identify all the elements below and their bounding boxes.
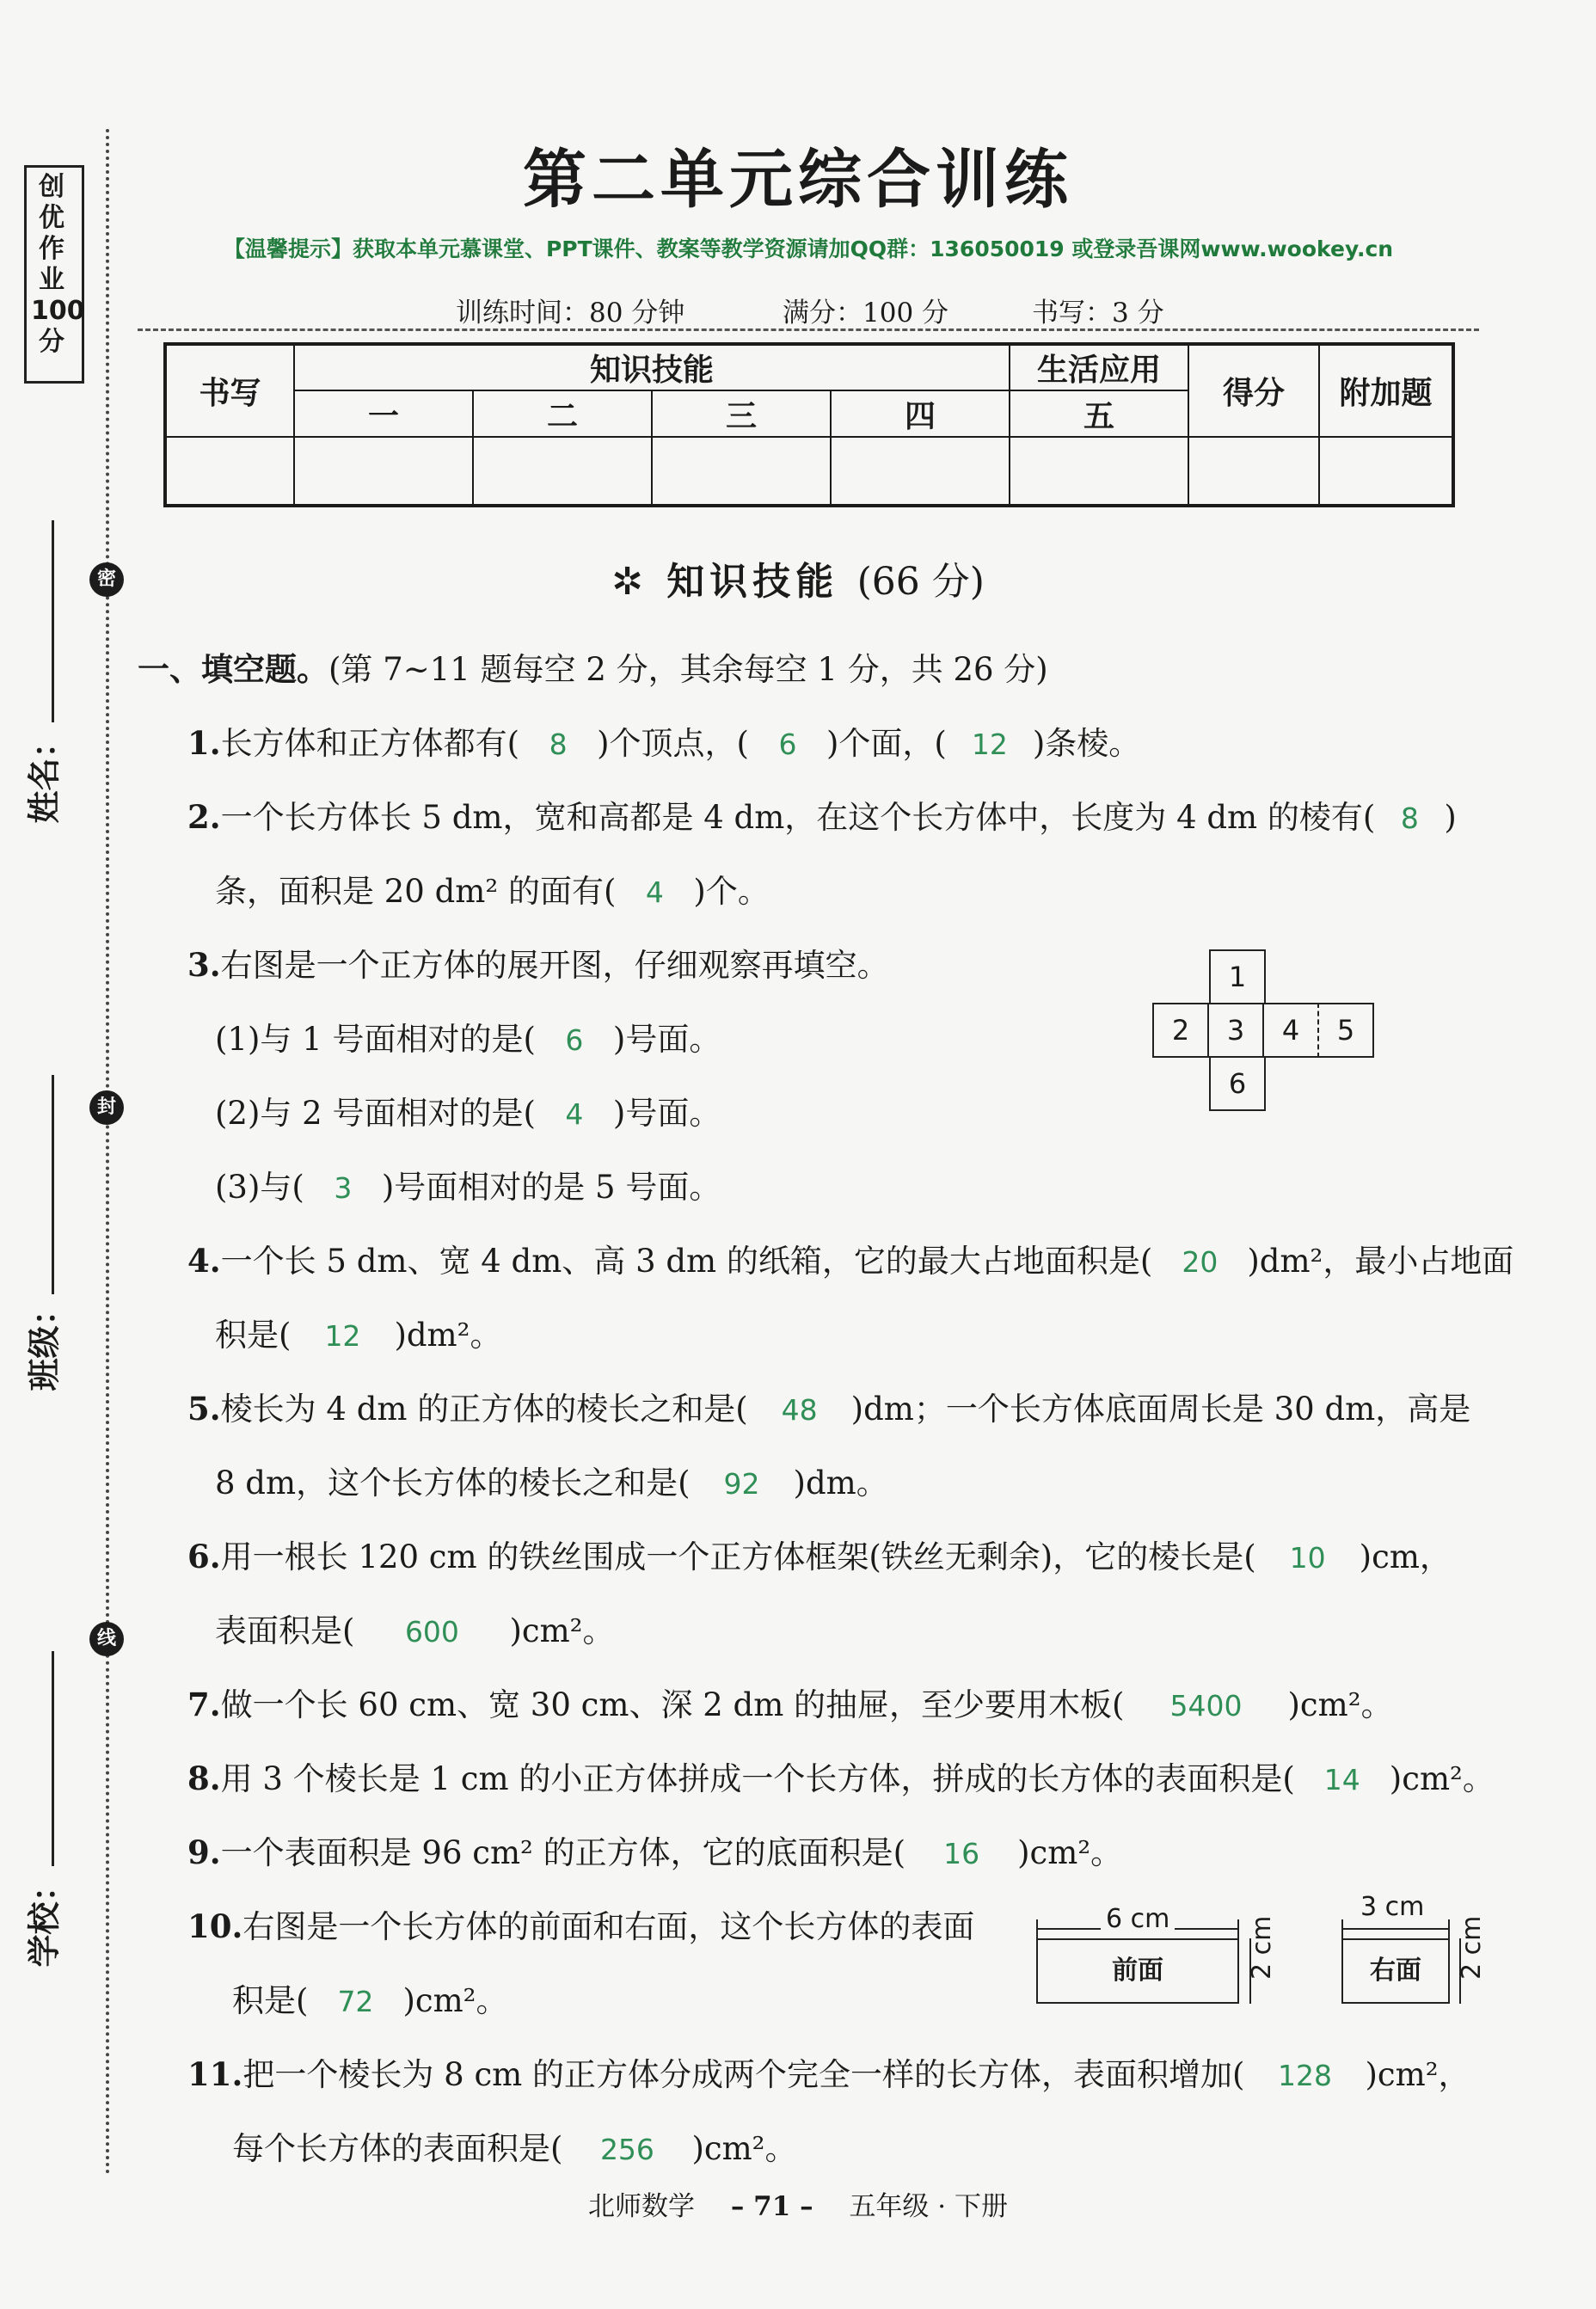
q4-answer-2[interactable]: 12 [324, 1319, 361, 1353]
class-write-line [52, 1075, 54, 1294]
question-3-sub3 [215, 1161, 721, 1207]
q5-number: 5. [187, 1390, 221, 1428]
table-col-1: 一 [294, 390, 473, 437]
net-face-6: 6 [1209, 1056, 1266, 1111]
score-table [163, 342, 1455, 507]
q1-answer-2[interactable]: 6 [778, 728, 797, 761]
question-3-sub1 [215, 1013, 721, 1059]
q7-text: )cm²。 [1287, 1686, 1393, 1723]
net-face-1: 1 [1209, 949, 1266, 1004]
part1-label: 一、填空题。 [138, 650, 328, 688]
table-col-3: 三 [652, 390, 831, 437]
school-label: 学校： [25, 1869, 64, 1968]
q9-number: 9. [187, 1833, 221, 1871]
part1-heading [138, 643, 1048, 690]
question-10-cont [232, 1974, 508, 2021]
page-title: 第二单元综合训练 [523, 143, 1073, 217]
footer-subject: 北师数学 [587, 2191, 695, 2222]
q2-text: 条，面积是 20 dm² 的面有( [215, 873, 617, 910]
seal-xian: 线 [89, 1622, 124, 1656]
flower-icon: ✲ [611, 560, 648, 604]
q1-answer-3[interactable]: 12 [971, 728, 1008, 761]
right-face [1341, 1938, 1450, 2004]
q2-text: ) [1444, 799, 1457, 836]
score-cell-total[interactable] [1188, 437, 1319, 506]
score-cell-2[interactable] [473, 437, 652, 506]
score-cell-4[interactable] [831, 437, 1010, 506]
name-label: 姓名： [25, 725, 64, 824]
question-2-cont [215, 865, 770, 912]
q11-text: )cm²， [1365, 2056, 1470, 2093]
q11-answer-2[interactable]: 256 [599, 2133, 654, 2166]
q11-number: 11. [187, 2055, 243, 2093]
q2-number: 2. [187, 798, 221, 836]
score-cell-writing[interactable] [165, 437, 294, 506]
table-score-header: 得分 [1188, 344, 1319, 437]
score-cell-3[interactable] [652, 437, 831, 506]
q7-number: 7. [187, 1686, 221, 1723]
q4-text: )dm²。 [394, 1317, 502, 1354]
writing-score: 书写：3 分 [1032, 298, 1164, 329]
page-number: – 71 – [730, 2191, 813, 2222]
q2-answer-2[interactable]: 4 [645, 875, 664, 909]
question-2 [187, 791, 1457, 838]
table-knowledge-header: 知识技能 [294, 344, 1010, 390]
q4-answer-1[interactable]: 20 [1182, 1245, 1218, 1279]
brand-text: 创优作业100分 [31, 172, 85, 357]
seal-feng: 封 [89, 1090, 124, 1125]
page-footer [0, 2184, 1596, 2223]
q10-text: )cm²。 [402, 1982, 508, 2019]
table-col-2: 二 [473, 390, 652, 437]
binding-dotted-line [106, 129, 109, 2176]
score-cell-5[interactable] [1010, 437, 1188, 506]
question-3-sub2 [215, 1087, 721, 1133]
q8-text: )cm²。 [1389, 1760, 1495, 1797]
question-5-cont [215, 1457, 888, 1503]
q6-text: )cm， [1359, 1538, 1452, 1575]
q4-text: 一个长 5 dm、宽 4 dm、高 3 dm 的纸箱，它的最大占地面积是( [220, 1243, 1153, 1280]
q9-text: )cm²。 [1017, 1834, 1123, 1871]
table-col-5: 五 [1010, 390, 1188, 437]
front-height-label: 2 cm [1247, 1915, 1277, 1980]
q6-text: 用一根长 120 cm 的铁丝围成一个正方体框架(铁丝无剩余)，它的棱长是( [220, 1538, 1256, 1575]
q9-answer-1[interactable]: 16 [943, 1837, 980, 1870]
q1-number: 1. [187, 724, 221, 762]
question-4-cont [215, 1309, 501, 1355]
footer-grade: 五年级 · 下册 [849, 2191, 1008, 2222]
q6-answer-2[interactable]: 600 [404, 1615, 459, 1649]
net-face-2: 2 [1152, 1003, 1209, 1058]
q7-text: 做一个长 60 cm、宽 30 cm、深 2 dm 的抽屉，至少要用木板( [220, 1686, 1125, 1723]
q5-text: )dm；一个长方体底面周长是 30 dm，高是 [850, 1391, 1471, 1428]
q2-text: )个。 [693, 873, 770, 910]
q3-text: (3)与( [215, 1169, 304, 1206]
q4-text: 积是( [215, 1317, 292, 1354]
question-6-cont [215, 1605, 615, 1651]
q3-text: )号面相对的是 5 号面。 [381, 1169, 721, 1206]
question-4 [187, 1235, 1513, 1281]
question-7 [187, 1679, 1393, 1725]
section-points: (66 分) [856, 560, 985, 604]
table-bonus-header: 附加题 [1319, 344, 1453, 437]
q2-text: 一个长方体长 5 dm，宽和高都是 4 dm，在这个长方体中，长度为 4 dm 的棱有( [220, 799, 1376, 836]
front-face [1036, 1938, 1239, 2004]
q1-answer-1[interactable]: 8 [549, 728, 568, 761]
q5-text: )dm。 [793, 1465, 888, 1501]
question-11-cont [232, 2122, 797, 2169]
table-writing-header: 书写 [165, 344, 294, 437]
school-write-line [52, 1651, 54, 1866]
q10-text: 右图是一个长方体的前面和右面，这个长方体的表面 [242, 1908, 975, 1945]
front-length-label: 6 cm [1101, 1904, 1175, 1934]
q3-answer-2[interactable]: 4 [565, 1097, 584, 1131]
q2-answer-1[interactable]: 8 [1400, 801, 1419, 835]
q11-text: )cm²。 [691, 2130, 797, 2167]
q3-text: 右图是一个正方体的展开图，仔细观察再填空。 [220, 947, 889, 984]
right-length-label: 3 cm [1357, 1892, 1427, 1922]
q5-text: 棱长为 4 dm 的正方体的棱长之和是( [220, 1391, 748, 1428]
q8-answer-1[interactable]: 14 [1323, 1763, 1360, 1796]
question-9 [187, 1827, 1122, 1873]
section-title: 知识技能 [666, 560, 839, 604]
q3-text: (2)与 2 号面相对的是( [215, 1095, 536, 1132]
q1-text: )个顶点，( [597, 725, 749, 762]
q4-text: )dm²，最小占地面 [1247, 1243, 1514, 1280]
q1-text: 长方体和正方体都有( [220, 725, 520, 762]
q4-number: 4. [187, 1242, 221, 1280]
question-5 [187, 1383, 1470, 1429]
q11-text: 每个长方体的表面积是( [232, 2130, 563, 2167]
q3-text: (1)与 1 号面相对的是( [215, 1021, 536, 1058]
question-3 [187, 939, 889, 986]
header-divider [138, 329, 1479, 331]
q3-text: )号面。 [612, 1021, 721, 1058]
question-10 [187, 1901, 974, 1947]
right-face-label: 右面 [1370, 1956, 1421, 1986]
net-face-3: 3 [1207, 1003, 1264, 1058]
q6-text: 表面积是( [215, 1612, 355, 1649]
q10-text: 积是( [232, 1982, 309, 2019]
question-11 [187, 2048, 1470, 2095]
score-cell-1[interactable] [294, 437, 473, 506]
net-face-5: 5 [1317, 1003, 1374, 1058]
q11-answer-1[interactable]: 128 [1277, 2059, 1332, 2092]
net-face-4: 4 [1262, 1003, 1319, 1058]
question-6 [187, 1531, 1452, 1577]
full-score: 满分：100 分 [783, 298, 949, 329]
seal-mi: 密 [89, 562, 124, 597]
q6-text: )cm²。 [509, 1612, 615, 1649]
q6-answer-1[interactable]: 10 [1289, 1541, 1326, 1575]
q5-answer-1[interactable]: 48 [781, 1393, 818, 1427]
q8-number: 8. [187, 1759, 221, 1797]
q10-answer-1[interactable]: 72 [337, 1985, 374, 2018]
score-cell-bonus[interactable] [1319, 437, 1453, 506]
section-heading [0, 550, 1596, 605]
q11-text: 把一个棱长为 8 cm 的正方体分成两个完全一样的长方体，表面积增加( [242, 2056, 1245, 2093]
exam-time: 训练时间：80 分钟 [456, 298, 685, 329]
question-1 [187, 717, 1140, 764]
table-life-header: 生活应用 [1010, 344, 1188, 390]
q5-answer-2[interactable]: 92 [723, 1467, 760, 1501]
q9-text: 一个表面积是 96 cm² 的正方体，它的底面积是( [220, 1834, 906, 1871]
q1-text: )个面，( [826, 725, 947, 762]
resource-tip: 【温馨提示】获取本单元慕课堂、PPT课件、教案等教学资源请加QQ群：136050019 或登录吾课网www.wookey.cn [223, 236, 1394, 261]
class-label: 班级： [25, 1293, 64, 1391]
q3-text: )号面。 [612, 1095, 721, 1132]
right-height-label: 2 cm [1457, 1915, 1487, 1980]
q1-text: )条棱。 [1032, 725, 1141, 762]
front-face-label: 前面 [1112, 1956, 1163, 1986]
q3-number: 3. [187, 946, 221, 984]
q3-answer-1[interactable]: 6 [565, 1023, 584, 1057]
q10-number: 10. [187, 1907, 243, 1945]
q5-text: 8 dm，这个长方体的棱长之和是( [215, 1465, 691, 1501]
question-8 [187, 1753, 1495, 1799]
q6-number: 6. [187, 1538, 221, 1575]
q3-answer-3[interactable]: 3 [334, 1171, 353, 1205]
table-col-4: 四 [831, 390, 1010, 437]
q7-answer-1[interactable]: 5400 [1169, 1689, 1243, 1723]
part1-note: (第 7~11 题每空 2 分，其余每空 1 分，共 26 分) [328, 651, 1048, 688]
q8-text: 用 3 个棱长是 1 cm 的小正方体拼成一个长方体，拼成的长方体的表面积是( [220, 1760, 1295, 1797]
